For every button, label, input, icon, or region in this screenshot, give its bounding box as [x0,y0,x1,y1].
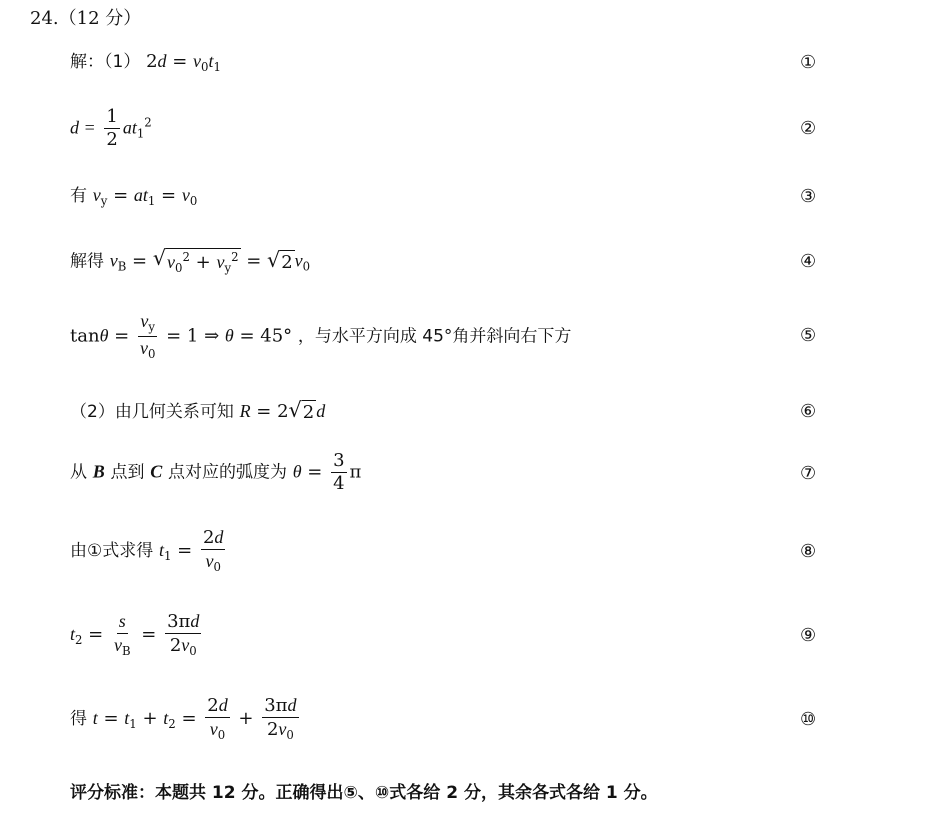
marker-6: ⑥ [800,401,817,422]
fraction-vy-v0: $\frac{v_y}{v_0}$ [139,311,156,361]
fraction-3pid-2v0: $\frac{3\pi d}{2v_0}$ [167,611,200,659]
equation-line-1 [70,52,221,74]
equation-line-2: d = $\frac{1}{2}$ $at_1^2$ [70,106,152,150]
equation-line-6: （2）由几何关系可知 R = 2 √ 2 d [70,398,326,423]
marker-2: ② [800,118,817,139]
fraction-half: $\frac{1}{2}$ [106,106,118,150]
line5-suffix: ，与水平方向成 45°角并斜向右下方 [297,326,572,347]
line6-prefix: （2）由几何关系可知 [70,401,234,422]
line8-prefix: 由①式求得 [70,540,154,561]
equation-line-8: 由①式求得 $t_1$ = $\frac{2d}{v_0}$ [70,527,224,575]
fraction-2d-v0: $\frac{2d}{v_0}$ [202,527,224,575]
fraction-2d-v0-b: $\frac{2d}{v_0}$ [207,695,228,743]
line7-prefix: 从 [70,462,87,483]
fraction-3pid-2v0-b: $\frac{3\pi d}{2v_0}$ [264,695,297,743]
footer-label: 评分标准： [70,783,155,803]
marker-3: ③ [800,186,817,207]
equation-line-9: $t_2$ = $\frac{s}{v_B}$ = $\frac{3\pi d}{2v_0}$ [70,611,200,659]
equation-line-5: tanθ = $\frac{v_y}{v_0}$ = 1 ⇒ θ = 45° ，与水平方向成 45°角并斜向右下方 [70,311,572,361]
line2-lhs: d = [70,117,96,138]
marker-1: ① [800,52,817,73]
sqrt-two: √ 2 [267,247,293,273]
eq1: $2d = v_0t_1$ [146,51,221,75]
marker-7: ⑦ [800,463,817,484]
marker-9: ⑨ [800,625,817,646]
line7-mid2: 点对应的弧度为 [167,462,287,483]
marker-8: ⑧ [800,541,817,562]
fraction-three-quarters: $\frac{3}{4}$ [333,450,345,494]
line7-mid1: 点到 [110,462,145,483]
footer-text: 本题共 12 分。正确得出⑤、⑩式各给 2 分，其余各式各给 1 分。 [155,783,658,803]
marker-4: ④ [800,251,817,272]
scoring-criteria [70,778,658,803]
equation-line-3: 有 $v_y = at_1 = v_0$ [70,185,198,209]
line1-prefix: 解：（1） [70,52,141,72]
equation-line-4: 解得 $v_B$ = √ $v_0^2 + v_y^2$ = √ 2 $v_0$ [70,246,311,276]
fraction-s-vb: $\frac{s}{v_B}$ [113,611,131,659]
equation-line-10: 得 $t = t_1 + t_2$ = $\frac{2d}{v_0}$ + $\frac{3\pi d}{2v_0}$ [70,695,297,743]
sqrt-two-radius: √ 2 [288,398,315,423]
problem-header: 24.（12 分） [30,8,142,29]
marker-5: ⑤ [800,325,817,346]
line10-prefix: 得 [70,708,87,729]
line3-prefix: 有 [70,186,87,206]
line4-prefix: 解得 [70,251,104,272]
marker-10: ⑩ [800,709,817,730]
sqrt-sum: √ $v_0^2 + v_y^2$ [152,246,239,276]
equation-line-7: 从 B 点到 C 点对应的弧度为 θ = $\frac{3}{4}$ π [70,450,362,494]
